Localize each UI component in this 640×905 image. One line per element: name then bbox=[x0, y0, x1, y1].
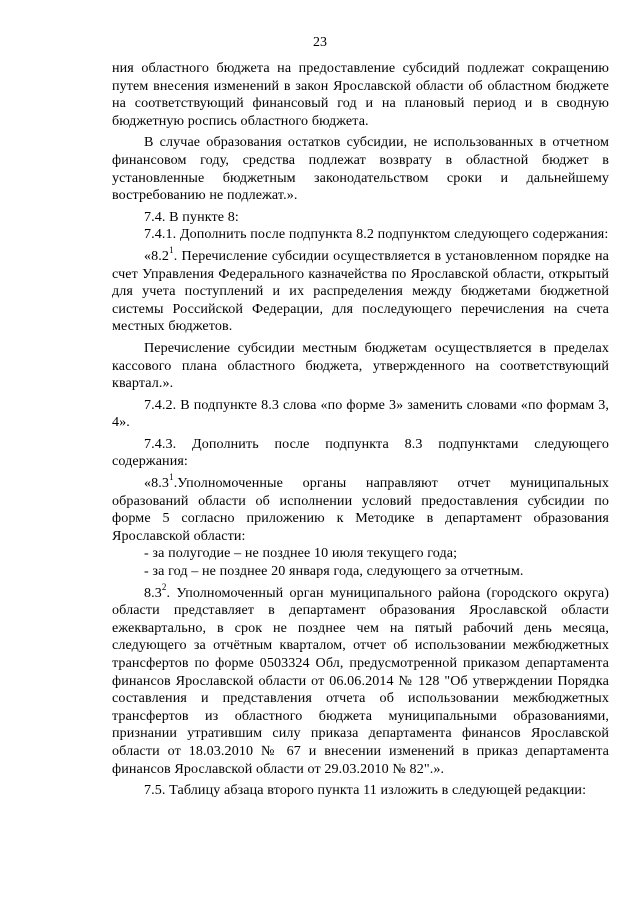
clause-number: «8.3 bbox=[144, 475, 170, 492]
clause-number: 8.3 bbox=[144, 584, 162, 601]
paragraph-8-2-1 bbox=[112, 245, 609, 336]
paragraph-7-4-heading: 7.4. В пункте 8: bbox=[144, 208, 239, 225]
clause-superscript: 1 bbox=[169, 472, 174, 483]
clause-number: «8.2 bbox=[144, 247, 170, 264]
paragraph-8-3-1 bbox=[112, 472, 609, 545]
paragraph-7-4-3: 7.4.3. Дополнить после подпункта 8.3 подпунктами следующего содержания: bbox=[112, 435, 609, 470]
paragraph-subsidy-remainder: В случае образования остатков субсидии, не использованных в отчетном финансовом году, средства подлежат возврату в областной бюджет в установленные бюджетным законодательством сроки и дальнейшему востребованию не подлежат.». bbox=[112, 134, 609, 204]
paragraph-7-4-2: 7.4.2. В подпункте 8.3 слова «по форме 3» заменить словами «по формам 3, 4». bbox=[112, 396, 609, 431]
paragraph-transfer-limits: Перечисление субсидии местным бюджетам осуществляется в пределах кассового плана областного бюджета, утвержденного на соответствующий квартал.». bbox=[112, 339, 609, 392]
clause-text: . Уполномоченный орган муниципального района (городского округа) области представляет в департамент образования Ярославской области ежеквартально, в срок не позднее чем на пятый рабочий день месяца, следующего за отчётным кварталом, отчет об использовании межбюджетных трансфертов по форме 0503324 Обл, предусмотренной приказом департамента финансов Ярославской области от 06.06.2014 № 128 "Об утверждении Порядка составления и представления отчета об использовании межбюджетных трансфертов из областного бюджета муниципальными образованиями, признании утратившим силу приказа департамента финансов Ярославской области от 18.03.2010 № 67 и внесении изменений в приказ департамента финансов Ярославской области от 29.03.2010 № 82".». bbox=[112, 584, 609, 777]
list-item-half-year: - за полугодие – не позднее 10 июля текущего года; bbox=[144, 545, 458, 562]
clause-text: . Перечисление субсидии осуществляется в установленном порядке на счет Управления Федерального казначейства по Ярославской области, открытый для учета поступлений и их распределения между бюджетами бюджетной системы Российской Федерации, для последующего перечисления на счета местных бюджетов. bbox=[112, 247, 609, 335]
paragraph-7-5: 7.5. Таблицу абзаца второго пункта 11 изложить в следующей редакции: bbox=[144, 782, 587, 799]
paragraph-budget-reduction: ния областного бюджета на предоставление субсидий подлежат сокращению путем внесения изменений в закон Ярославской области об областном бюджете на соответствующий финансовый год и на плановый период и в сводную бюджетную роспись областного бюджета. bbox=[112, 60, 609, 129]
list-item-year: - за год – не позднее 20 января года, следующего за отчетным. bbox=[144, 563, 524, 580]
paragraph-7-4-1: 7.4.1. Дополнить после подпункта 8.2 подпунктом следующего содержания: bbox=[144, 226, 609, 243]
paragraph-8-3-2 bbox=[112, 581, 609, 779]
page-number: 23 bbox=[313, 35, 327, 50]
clause-superscript: 2 bbox=[161, 581, 167, 592]
clause-superscript: 1 bbox=[169, 245, 174, 256]
document-body bbox=[112, 60, 609, 800]
clause-text: .Уполномоченные органы направляют отчет муниципальных образований области об исполнении условий предоставления субсидии по форме 5 согласно приложению к Методике в департамент образования Ярославской области: bbox=[112, 475, 609, 544]
